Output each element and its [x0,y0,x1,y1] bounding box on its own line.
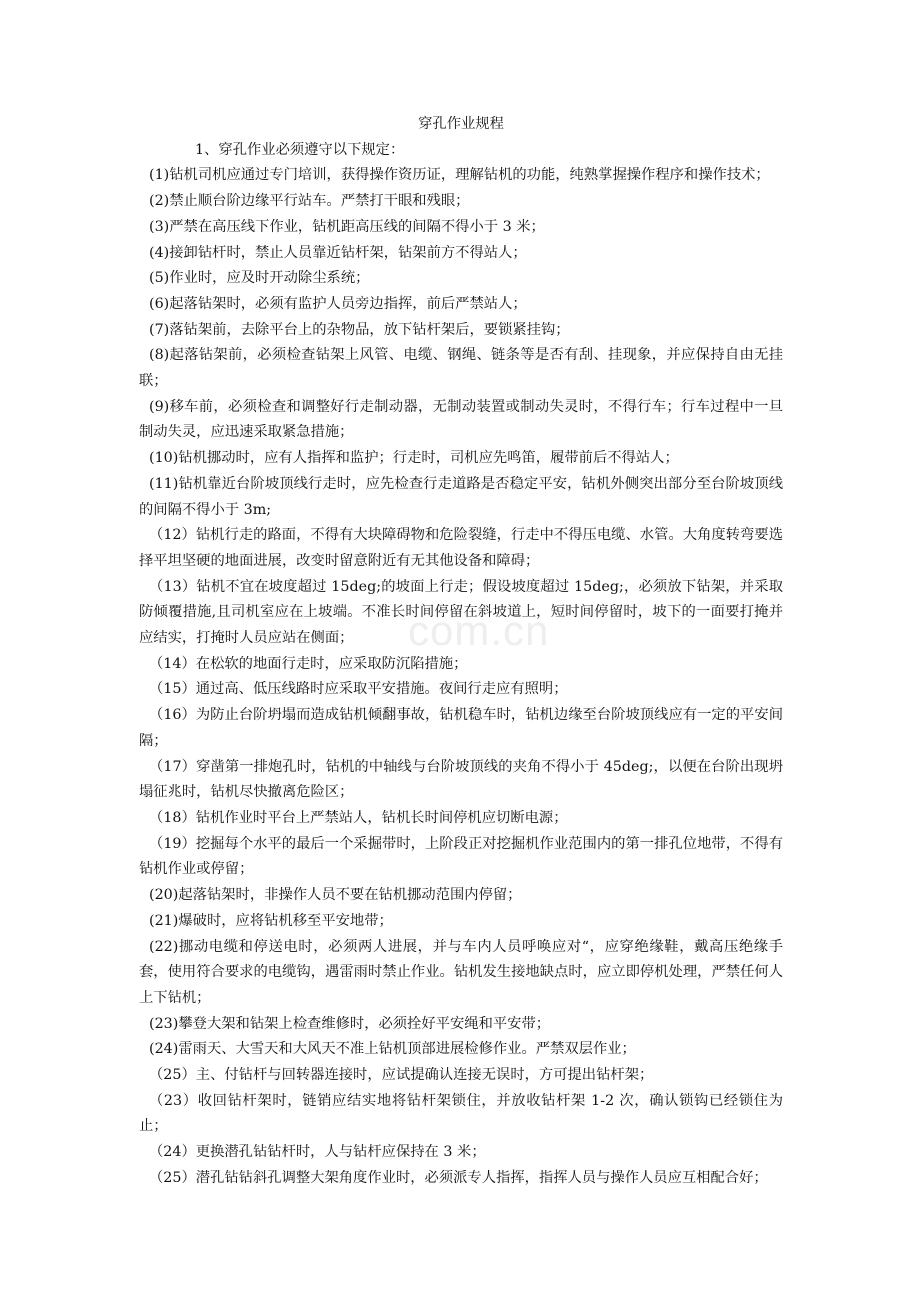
rule-item: （17）穿凿第一排炮孔时，钻机的中轴线与台阶坡顶线的夹角不得小于 45deg;，以便在台阶出现坍塌征兆时，钻机尽快撤离危险区； [139,758,783,801]
rule-item: (7)落钻架前，去除平台上的杂物品，放下钻杆架后，要锁紧挂钩； [149,321,570,338]
rule-item: (2)禁止顺台阶边缘平行站车。严禁打干眼和残眼； [149,193,470,210]
rule-item: （13）钻机不宜在坡度超过 15deg;的坡面上行走；假设坡度超过 15deg;，必须放下钻架，并采取防倾覆措施,且司机室应在上坡端。不准长时间停留在斜坡道上，短时间停留时，坡下的一面要打掩并应结实，打掩时人员应站在侧面； [139,578,783,647]
rule-item: （18）钻机作业时平台上严禁站人，钻机长时间停机应切断电源； [149,809,568,826]
rule-item: (23)攀登大架和钻架上检查维修时，必须拴好平安绳和平安带； [149,1015,551,1032]
rule-item: (21)爆破时，应将钻机移至平安地带； [149,912,393,929]
rule-item: (1)钻机司机应通过专门培训，获得操作资历证，理解钻机的功能，纯熟掌握操作程序和操作技术； [149,167,770,184]
rule-item: （25）潜孔钻钻斜孔调整大架角度作业时，必须派专人指挥，指挥人员与操作人员应互相配合好； [149,1169,768,1186]
rule-item: (9)移车前，必须检查和调整好行走制动器，无制动装置或制动失灵时，不得行车；行车过程中一旦制动失灵，应迅速采取紧急措施； [139,398,783,441]
section-heading: 1、穿孔作业必须遵守以下规定： [195,141,405,158]
rule-item: (3)严禁在高压线下作业，钻机距高压线的间隔不得小于 3 米； [149,218,545,235]
rule-item: （15）通过高、低压线路时应采取平安措施。夜间行走应有照明； [149,681,568,698]
rule-item: （25）主、付钻杆与回转器连接时，应试提确认连接无误时，方可提出钻杆架； [149,1067,654,1084]
rule-item: (10)钻机挪动时，应有人指挥和监护；行走时，司机应先鸣笛，履带前后不得站人； [149,450,679,467]
rule-item: （14）在松软的地面行走时，应采取防沉陷措施； [149,655,468,672]
rule-item: (6)起落钻架时，必须有监护人员旁边指挥，前后严禁站人； [149,295,527,312]
rule-item: (5)作业时，应及时开动除尘系统； [149,270,370,287]
rule-item: (22)挪动电缆和停送电时，必须两人进展，并与车内人员呼唤应对“，应穿绝缘鞋，戴高压绝缘手套，使用符合要求的电缆钩，遇雷雨时禁止作业。钻机发生接地缺点时，应立即停机处理，严禁任何人上下钻机； [139,938,783,1006]
rules-list [139,163,783,1191]
rule-item: (24)雷雨天、大雪天和大风天不准上钻机顶部进展检修作业。严禁双层作业； [149,1041,636,1058]
rule-item: （16）为防止台阶坍塌而造成钻机倾翻事故，钻机稳车时，钻机边缘至台阶坡顶线应有一定的平安间隔； [139,707,783,749]
document-title: 穿孔作业规程 [418,116,504,132]
rule-item: （23）收回钻杆架时，链销应结实地将钻杆架锁住，并放收钻杆架 1-2 次，确认锁钩已经锁住为止； [139,1092,783,1135]
rule-item: （24）更换潜孔钻钻杆时，人与钻杆应保持在 3 米； [149,1144,486,1161]
rule-item: (4)接卸钻杆时，禁止人员靠近钻杆架，钻架前方不得站人； [149,244,527,261]
rule-item: （19）挖掘每个水平的最后一个采掘带时，上阶段正对挖掘机作业范围内的第一排孔位地带，不得有钻机作业或停留； [139,835,783,878]
rule-item: （12）钻机行走的路面，不得有大块障碍物和危险裂缝，行走中不得压电缆、水管。大角度转弯要选择平坦坚硬的地面进展，改变时留意附近有无其他设备和障碍； [139,527,783,569]
watermark: com.cn [408,607,550,654]
document-page [139,112,783,1192]
rule-item: (20)起落钻架时，非操作人员不要在钻机挪动范围内停留； [149,887,522,904]
rule-item: (11)钻机靠近台阶坡顶线行走时，应先检查行走道路是否稳定平安，钻机外侧突出部分至台阶坡顶线的间隔不得小于 3m; [139,475,783,518]
rule-item: (8)起落钻架前，必须检查钻架上风管、电缆、钢绳、链条等是否有刮、挂现象，并应保持自由无挂联； [139,347,783,390]
